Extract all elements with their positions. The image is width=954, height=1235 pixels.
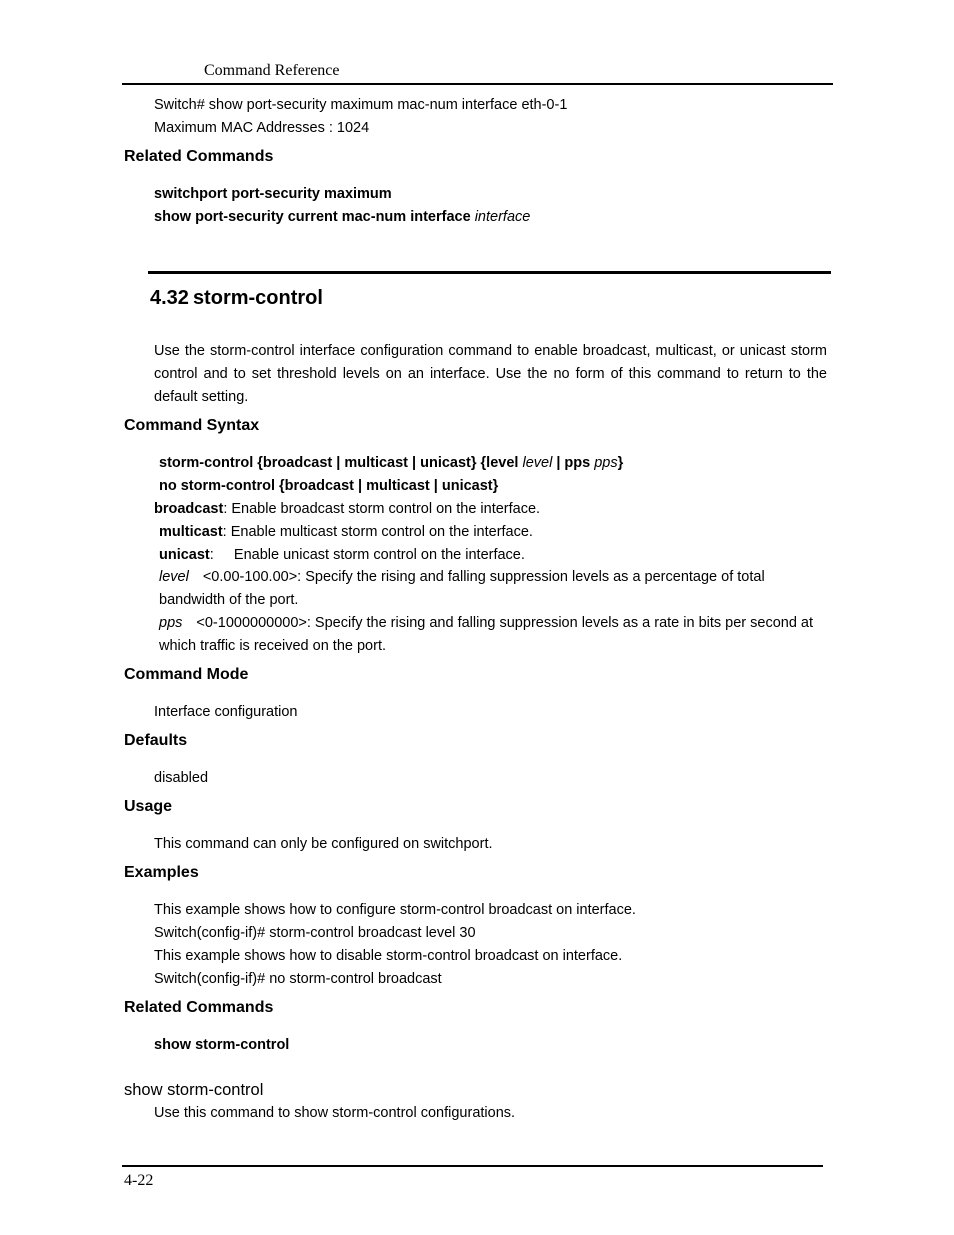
syntax-arg: pps bbox=[594, 455, 618, 471]
usage-text: This command can only be configured on switchport. bbox=[154, 836, 493, 852]
param-unicast bbox=[159, 544, 525, 567]
param-desc: : Enable broadcast storm control on the interface. bbox=[223, 501, 541, 517]
param-desc: : Enable unicast storm control on the interface. bbox=[209, 547, 525, 563]
param-desc: <0-1000000000>: Specify the rising and falling suppression levels as a rate in bits per second at bbox=[196, 615, 814, 631]
param-name: broadcast bbox=[154, 501, 224, 517]
defaults-text: disabled bbox=[154, 770, 209, 786]
example-line: This example shows how to disable storm-control broadcast on interface. bbox=[154, 948, 623, 964]
param-desc: <0.00-100.00>: Specify the rising and falling suppression levels as a percentage of total bbox=[202, 569, 765, 585]
syntax-text: storm-control {broadcast | multicast | unicast} {level bbox=[159, 455, 523, 471]
param-desc: : Enable multicast storm control on the interface. bbox=[222, 524, 533, 540]
related-command-arg: interface bbox=[474, 209, 531, 225]
param-desc-cont: bandwidth of the port. bbox=[159, 592, 299, 608]
example-line: Switch(config-if)# no storm-control broadcast bbox=[154, 971, 442, 987]
syntax-text: } bbox=[617, 455, 624, 471]
example-line: Switch(config-if)# storm-control broadcast level 30 bbox=[154, 925, 476, 941]
related-command bbox=[154, 206, 530, 229]
syntax-arg: level bbox=[522, 455, 553, 471]
usage-heading: Usage bbox=[124, 798, 173, 815]
example-line: This example shows how to configure storm-control broadcast on interface. bbox=[154, 902, 636, 918]
footer-rule bbox=[122, 1165, 823, 1167]
examples-heading: Examples bbox=[124, 864, 199, 881]
section-title bbox=[150, 287, 323, 310]
param-broadcast bbox=[154, 498, 540, 521]
defaults-heading: Defaults bbox=[124, 732, 188, 749]
related-command-name: show port-security current mac-num interface bbox=[154, 209, 471, 225]
param-pps bbox=[159, 612, 813, 635]
header-rule bbox=[122, 83, 833, 85]
param-name: pps bbox=[159, 615, 183, 631]
related-commands-heading: Related Commands bbox=[124, 999, 274, 1016]
page-header-title: Command Reference bbox=[204, 62, 340, 79]
page-number: 4-22 bbox=[124, 1172, 154, 1189]
syntax-line: no storm-control {broadcast | multicast | unicast} bbox=[159, 478, 499, 494]
example-line: Switch# show port-security maximum mac-num interface eth-0-1 bbox=[154, 97, 568, 113]
section-intro: Use the storm-control interface configuration command to enable broadcast, multicast, or unicast storm control and to set threshold levels on an interface. Use the no form of this command to return to the default setting. bbox=[154, 343, 827, 405]
related-commands-heading: Related Commands bbox=[124, 148, 274, 165]
section-name: storm-control bbox=[192, 287, 323, 309]
subsection-title: show storm-control bbox=[124, 1081, 264, 1099]
syntax-line bbox=[159, 452, 623, 475]
param-name: multicast bbox=[159, 524, 223, 540]
syntax-text: | pps bbox=[552, 455, 595, 471]
command-mode-heading: Command Mode bbox=[124, 666, 249, 683]
param-multicast bbox=[159, 521, 533, 544]
section-number: 4.32 bbox=[150, 287, 189, 309]
related-command: show storm-control bbox=[154, 1037, 290, 1053]
param-desc-cont: which traffic is received on the port. bbox=[159, 638, 387, 654]
section-rule bbox=[148, 271, 831, 274]
subsection-text: Use this command to show storm-control configurations. bbox=[154, 1105, 516, 1121]
param-name: unicast bbox=[159, 547, 210, 563]
param-level bbox=[159, 566, 765, 589]
command-mode-text: Interface configuration bbox=[154, 704, 298, 720]
command-syntax-heading: Command Syntax bbox=[124, 417, 260, 434]
param-name: level bbox=[159, 569, 189, 585]
related-command: switchport port-security maximum bbox=[154, 186, 392, 202]
example-line: Maximum MAC Addresses : 1024 bbox=[154, 120, 370, 136]
